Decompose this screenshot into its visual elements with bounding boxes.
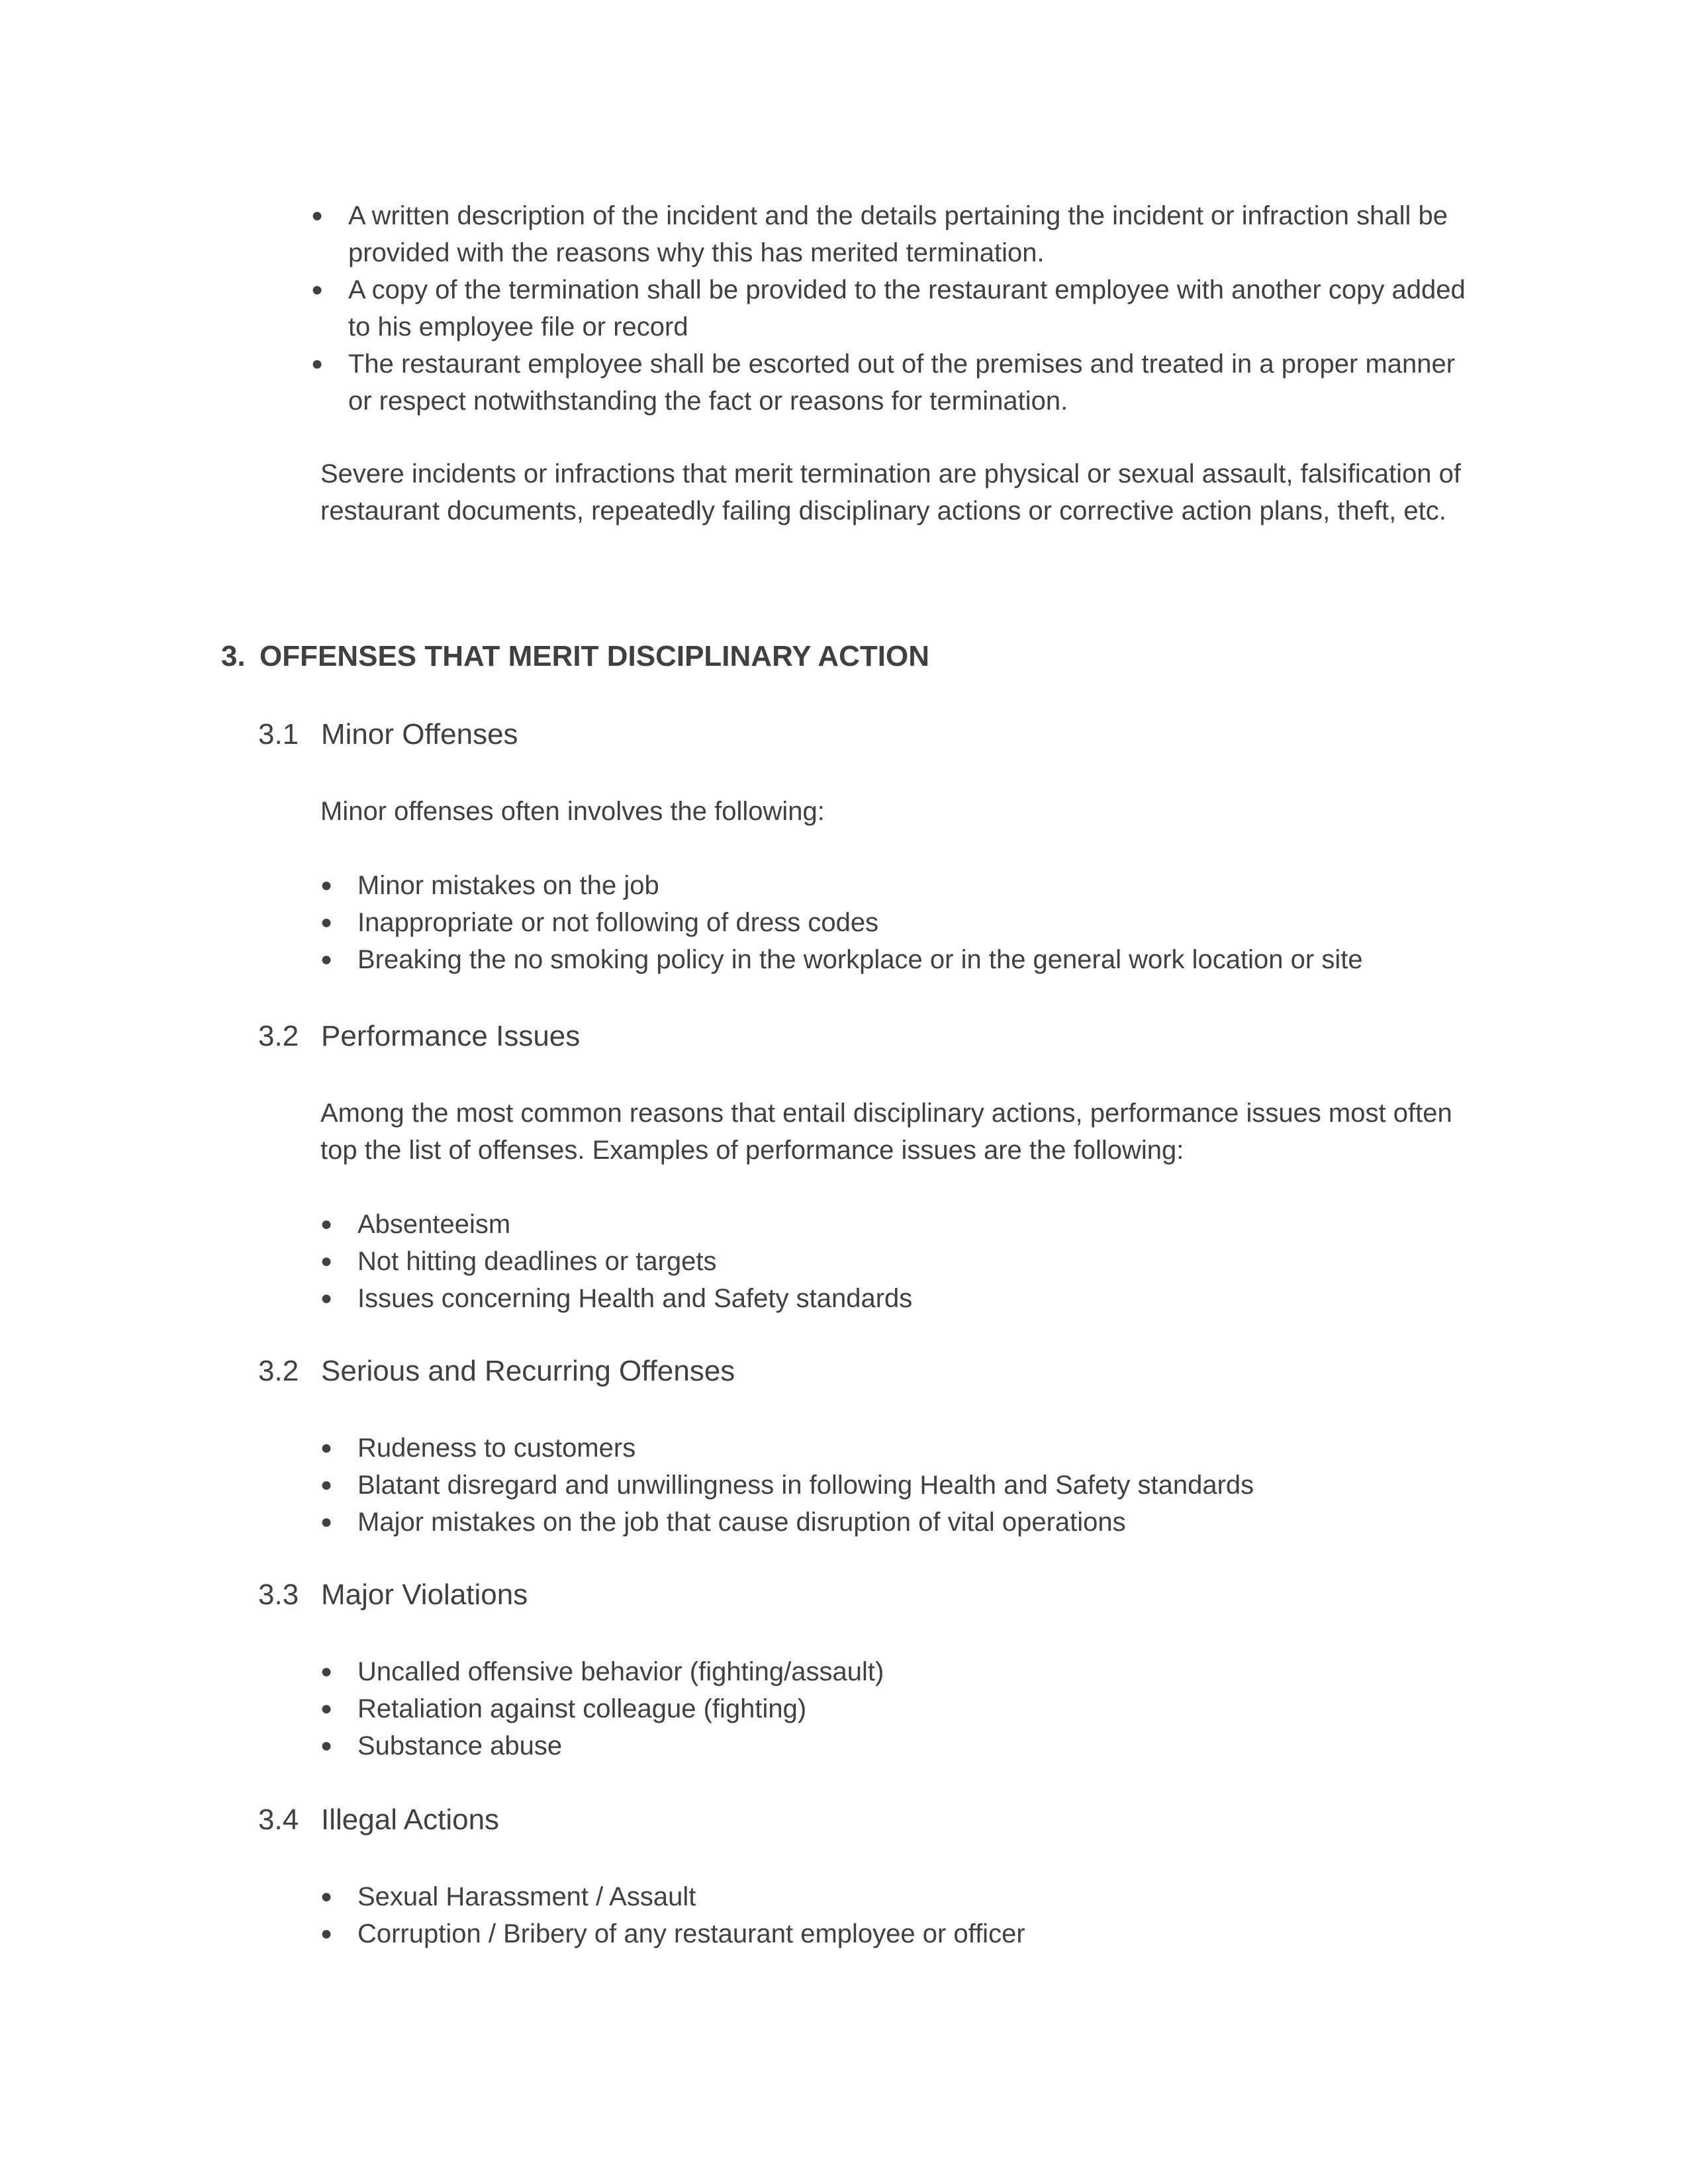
subsection-number: 3.2: [258, 1020, 299, 1052]
list-item: ● Absenteeism: [320, 1206, 1485, 1243]
minor-offenses-list: [320, 867, 1485, 978]
section-3-heading: [221, 637, 929, 676]
subsection-number: 3.3: [258, 1578, 299, 1611]
list-item: ● Blatant disregard and unwillingness in following Health and Safety standards: [320, 1467, 1485, 1504]
list-item: ● Substance abuse: [320, 1727, 1485, 1764]
list-item: ● Retaliation against colleague (fighting): [320, 1690, 1485, 1727]
subsection-number: 3.2: [258, 1355, 299, 1387]
subsection-performance-heading: [258, 1017, 580, 1056]
serious-offenses-list: [320, 1430, 1485, 1541]
list-item: ● Major mistakes on the job that cause disruption of vital operations: [320, 1504, 1485, 1541]
subsection-title: Performance Issues: [321, 1020, 581, 1052]
subsection-number: 3.1: [258, 718, 299, 751]
subsection-illegal-heading: [258, 1800, 499, 1840]
list-item: ● Breaking the no smoking policy in the workplace or in the general work location or site: [320, 941, 1485, 978]
subsection-title: Illegal Actions: [321, 1803, 500, 1836]
subsection-title: Minor Offenses: [321, 718, 518, 751]
major-violations-list: [320, 1653, 1485, 1764]
section-number: 3.: [221, 640, 246, 672]
list-item: ● Minor mistakes on the job: [320, 867, 1485, 904]
severe-paragraph: Severe incidents or infractions that merit termination are physical or sexual assault, falsification of restaurant documents, repeatedly failing disciplinary actions or corrective action plans, theft, etc.: [320, 459, 1462, 525]
subsection-minor-heading: [258, 715, 518, 754]
termination-steps-list: [311, 197, 1476, 420]
list-item: ● A written description of the incident and the details pertaining the incident or infraction shall be provided with the reasons why this has merited termination.: [311, 197, 1476, 271]
list-item: ● Corruption / Bribery of any restaurant employee or officer: [320, 1915, 1485, 1952]
list-item: ● Rudeness to customers: [320, 1430, 1485, 1467]
subsection-major-heading: [258, 1575, 528, 1615]
subsection-number: 3.4: [258, 1803, 299, 1836]
subsection-serious-heading: [258, 1351, 735, 1391]
section-title: OFFENSES THAT MERIT DISCIPLINARY ACTION: [259, 640, 930, 672]
list-item: ● A copy of the termination shall be provided to the restaurant employee with another copy added to his employee file or record: [311, 271, 1476, 345]
subsection-title: Serious and Recurring Offenses: [321, 1355, 735, 1387]
performance-intro: Among the most common reasons that entail disciplinary actions, performance issues most often top the list of offenses. Examples of performance issues are the following:: [320, 1099, 1452, 1165]
list-item: ● Issues concerning Health and Safety standards: [320, 1280, 1485, 1317]
list-item: ● Not hitting deadlines or targets: [320, 1243, 1485, 1280]
performance-issues-list: [320, 1206, 1485, 1317]
list-item: ● Inappropriate or not following of dress codes: [320, 904, 1485, 941]
list-item: ● Sexual Harassment / Assault: [320, 1878, 1485, 1915]
illegal-actions-list: [320, 1878, 1485, 1952]
minor-intro: Minor offenses often involves the following:: [320, 797, 825, 826]
list-item: ● The restaurant employee shall be escorted out of the premises and treated in a proper manner or respect notwithstanding the fact or reasons for termination.: [311, 345, 1476, 420]
list-item: ● Uncalled offensive behavior (fighting/assault): [320, 1653, 1485, 1690]
subsection-title: Major Violations: [321, 1578, 528, 1611]
